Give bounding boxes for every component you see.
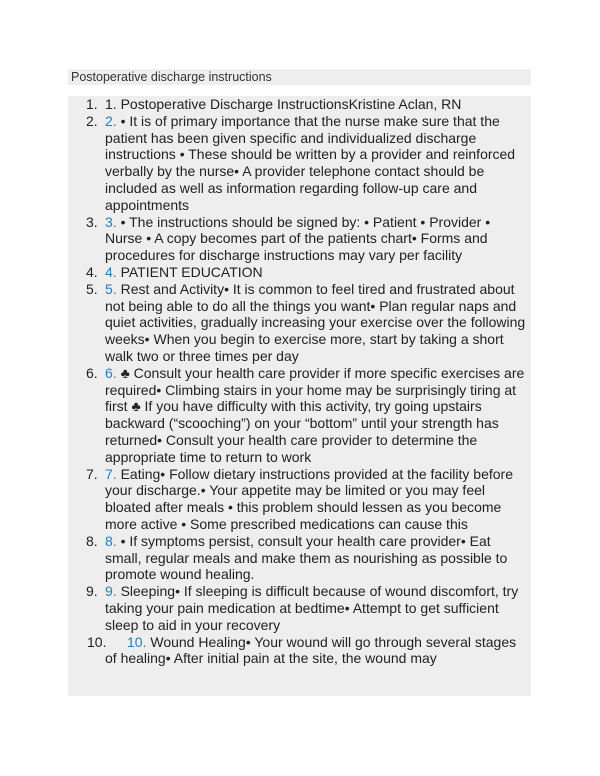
list-item-text: 10. Wound Healing• Your wound will go through several stages of healing• After initial pain at the site, the wound may [105, 633, 517, 667]
list-item-text: 7. Eating• Follow dietary instructions provided at the facility before your discharge.• Your appetite may be limited or you may feel bloated after meals • this problem should lessen as you become more active • Some prescribed medications can cause this [105, 465, 514, 532]
list-item-text: 8. • If symptoms persist, consult your health care provider• Eat small, regular meals and make them as nourishing as possible to promote wound healing. [105, 532, 508, 583]
list-number: 9. [86, 583, 98, 600]
list-number: 10. [87, 633, 107, 650]
list-number: 2. [86, 112, 98, 129]
instructions-list [68, 96, 531, 696]
list-item-text: 3. • The instructions should be signed by: • Patient • Provider • Nurse • A copy becomes part of the patients chart• Forms and procedures for discharge instructions may vary per facility [105, 213, 491, 264]
list-item [68, 583, 531, 633]
list-number: 3. [86, 213, 98, 230]
list-item [68, 113, 531, 214]
list-item [68, 214, 531, 264]
list-item-text: 4. PATIENT EDUCATION [105, 263, 263, 280]
list-item-text: 5. Rest and Activity• It is common to feel tired and frustrated about not being able to do all the things you want• Plan regular naps and quiet activities, gradually increasing your exercise over the following weeks• When you begin to exercise more, start by taking a short walk two or three times per day [105, 280, 526, 364]
list-item [68, 96, 531, 113]
list-number: 1. [86, 96, 98, 112]
list-item-text: 1. Postoperative Discharge InstructionsKristine Aclan, RN [105, 96, 462, 112]
item-link[interactable]: 9. [105, 583, 117, 600]
list-number: 8. [86, 532, 98, 549]
item-link[interactable]: 6. [105, 364, 117, 381]
item-link[interactable]: 4. [105, 263, 117, 280]
list-number: 5. [86, 280, 98, 297]
list-item [68, 466, 531, 533]
list-item [68, 264, 531, 281]
list-number: 4. [86, 263, 98, 280]
list-item [68, 281, 531, 365]
list-item [68, 634, 531, 668]
document-title: Postoperative discharge instructions [68, 69, 531, 85]
list-item [68, 365, 531, 466]
list-item-text: 9. Sleeping• If sleeping is difficult because of wound discomfort, try taking your pain medication at bedtime• Attempt to get sufficient sleep to aid in your recovery [105, 583, 519, 633]
item-link[interactable]: 3. [105, 213, 117, 230]
list-item-text: 2. • It is of primary importance that the nurse make sure that the patient has been given specific and individualized discharge instructions • These should be written by a provider and reinforced verbally by the nurse• A provider telephone contact should be included as well as information regarding follow-up care and appointments [105, 112, 516, 213]
list-number: 7. [86, 465, 98, 482]
list-number: 6. [86, 364, 98, 381]
list-item [68, 533, 531, 583]
item-link[interactable]: 10. [127, 633, 147, 650]
item-link[interactable]: 8. [105, 532, 117, 549]
item-link[interactable]: 5. [105, 280, 117, 297]
item-link[interactable]: 7. [105, 465, 117, 482]
item-link[interactable]: 2. [105, 112, 117, 129]
list-item-text: 6. ♣ Consult your health care provider if more specific exercises are required• Climbing stairs in your home may be surprisingly tiring at first ♣ If you have difficulty with this activity, try going upstairs backward (“scooching”) on your “bottom” until your strength has returned• Consult your health care provider to determine the appropriate time to return to work [105, 364, 525, 465]
